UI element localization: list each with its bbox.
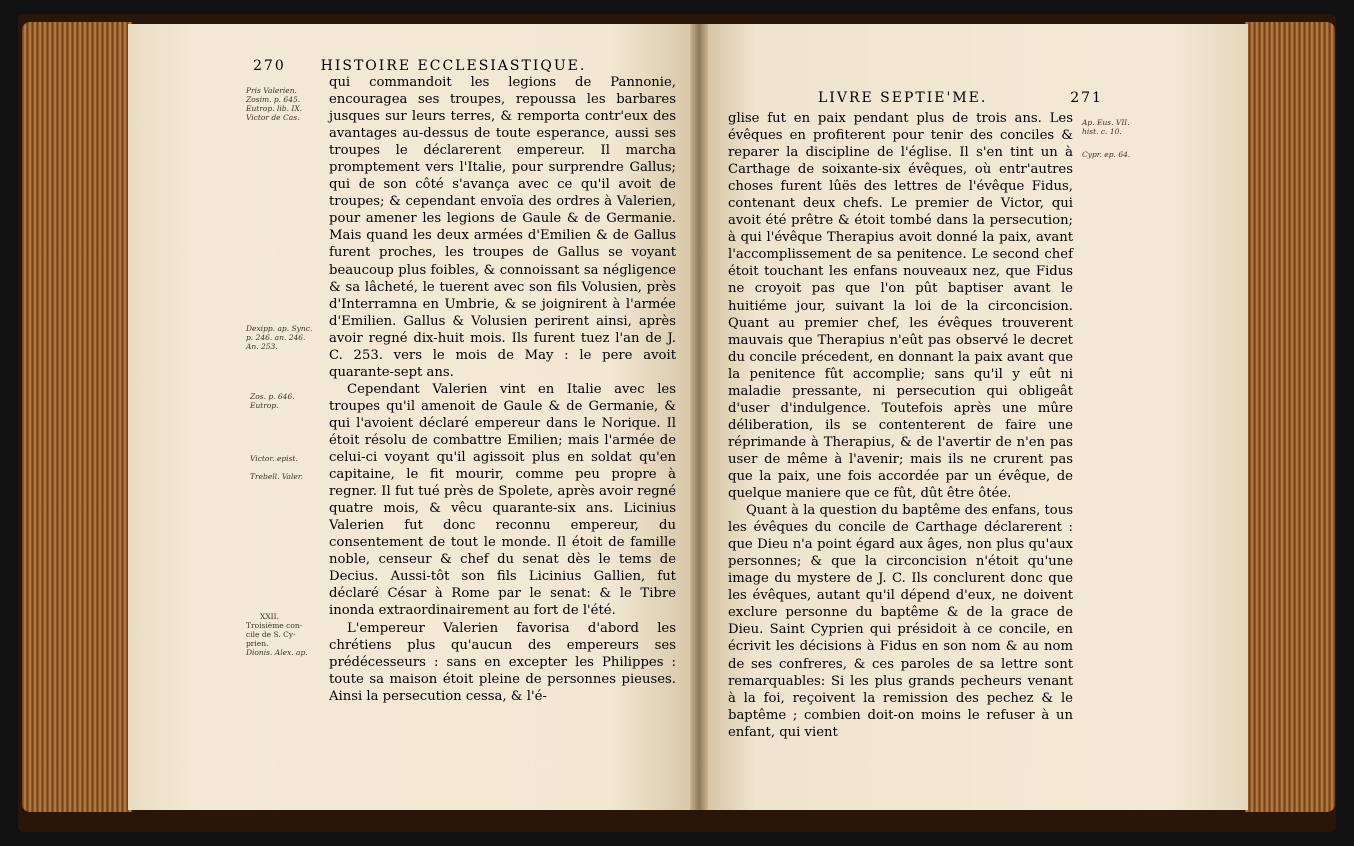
left-margin-note-5 (250, 472, 303, 481)
left-paragraph-2: Cependant Valerien vint en Italie avec les troupes qu'il amenoit de Gaule & de Germanie, & qui l'avoient déclaré empereur dans le Norique. Il étoit résolu de combattre Emilien; mais l'armée de celui-ci voyant qu'il agissoit plus en soldat qu'en capitaine, le fit mourir, comme peu propre à regner. Il fut tué près de Spolete, après avoir regné quatre mois, & vêcu quarante-six ans. Licinius Valerien fut donc reconnu empereur, du consentement de tout le monde. Il étoit de famille noble, censeur & chef du senat dès le tems de Decius. Aussi-tôt son fils Licinius Gallien, fut déclaré César à Rome par le senat: & le Tibre inonda extraordinairement au fort de l'été. (329, 381, 676, 619)
note-line: Victor. epist. (250, 454, 298, 463)
note-line: XXII. (260, 612, 279, 621)
left-margin-note-3 (250, 392, 295, 410)
note-line: Cypr. ep. 64. (1082, 150, 1131, 159)
right-paragraph-1: glise fut en paix pendant plus de trois ans. Les évêques en profiterent pour tenir des conciles & reparer la discipline de l'église. Il s'en tint un à Carthage de soixante-six évêques, où entr'autres choses furent lûës des lettres de l'évêque Fidus, contenant deux chefs. Le premier de Victor, qui avoit été prêtre & étoit tombé dans la persecution; à qui l'évêque Therapius avoit donné la paix, avant l'accomplissement de sa penitence. Le second chef étoit touchant les enfans nouveaux nez, que Fidus ne croyoit pas que l'on pût baptiser avant le huitiéme jour, suivant la loi de la circoncision. Quant au premier chef, les évêques trouverent mauvais que Therapius n'eût pas observé le decret du concile précedent, en donnant la paix avant que la penitence fût accomplie; sans qu'il y eût ni maladie pressante, ni persecution qui obligeât d'user d'indulgence. Toutefois après une mûre déliberation, ils se contenterent de faire une réprimande à Therapius, & de l'avertir de n'en pas user de même à l'avenir; mais ils ne crurent pas que la paix, une fois accordée par un évêque, de quelque maniere que ce fût, dût être ôtée. (728, 111, 1073, 502)
left-margin-note-6 (246, 612, 308, 657)
note-line: p. 246. an. 246. (246, 333, 306, 342)
right-page-edges (1245, 22, 1335, 812)
note-line: Ap. Eus. VII. (1082, 118, 1130, 127)
left-paragraph-3: L'empereur Valerien favorisa d'abord les chrétiens plus qu'aucun des empereurs ses prédécesseurs : sans en excepter les Philippes : toute sa maison étoit pleine de personnes pieuses. Ainsi la persecution cessa, & l'é- (329, 620, 676, 704)
left-margin-note-2 (246, 324, 312, 351)
right-paragraph-2: Quant à la question du baptême des enfans, tous les évêques du concile de Carthage déclarerent : que Dieu n'a point égard aux âges, non plus qu'aux personnes; & que la circoncision n'étoit qu'une image du mystere de J. C. Ils conclurent donc que les évêques, autant qu'il dépend d'eux, ne doivent exclure personne du baptême & de la grace de Dieu. Saint Cyprien qui présidoit à ce concile, en écrivit les décisions à Fidus en son nom & au nom de ses confreres, & ces paroles de sa lettre sont remarquables: Si les plus grands pecheurs venant à la foi, reçoivent la remission des pechez & le baptême ; combien doit-on moins le refuser à un enfant, qui vient (728, 503, 1073, 740)
right-body-text (728, 110, 1073, 741)
book-gutter (690, 24, 708, 810)
right-margin-note-1 (1082, 118, 1130, 136)
left-running-head (253, 58, 586, 74)
note-line: Dexipp. ap. Sync. (246, 324, 313, 333)
left-page-number: 270 (253, 58, 286, 74)
note-line: Eutrop. (250, 401, 279, 410)
note-line: Zos. p. 646. (250, 392, 295, 401)
left-body-text (329, 74, 676, 705)
right-margin-note-2 (1082, 150, 1130, 159)
left-margin-note-1 (246, 86, 302, 122)
note-line: Dionis. Alex. ap. (246, 648, 308, 657)
note-line: cile de S. Cy- (246, 630, 296, 639)
note-line: Zosim. p. 645. (246, 95, 301, 104)
left-paragraph-1: qui commandoit les legions de Pannonie, encouragea ses troupes, repoussa les barbares jusques sur leurs terres, & remporta contr'eux des avantages au-dessus de toute esperance, aussi ses troupes le déclarerent empereur. Il marcha promptement vers l'Italie, pour surprendre Gallus; qui de son côté s'avança avec ce qu'il avoit de troupes; & cependant envoïa des ordres à Valerien, pour amener les legions de Gaule & de Germanie. Mais quand les deux armées d'Emilien & de Gallus furent proches, les troupes de Gallus se voyant beaucoup plus foibles, & connoissant sa négligence & sa lâcheté, le tuerent avec son fils Volusien, près d'Interramna en Umbrie, & se joignirent à l'armée d'Emilien. Gallus & Volusien perirent ainsi, après avoir regné dix-huit mois. Ils furent tuez l'an de J. C. 253. vers le mois de May : le pere avoit quarante-sept ans. (329, 75, 676, 380)
note-line: Trebell. Valer. (250, 472, 304, 481)
note-line: hist. c. 10. (1082, 127, 1122, 136)
note-line: Troisième con- (246, 621, 303, 630)
left-header-title: HISTOIRE ECCLESIASTIQUE. (320, 58, 587, 74)
right-page-number: 271 (1070, 90, 1103, 106)
note-line: Victor de Cas. (246, 113, 300, 122)
note-line: Pris Valerien. (246, 86, 297, 95)
note-line: prien. (246, 639, 269, 648)
left-margin-note-4 (250, 454, 298, 463)
note-line: Eutrop. lib. IX. (246, 104, 303, 113)
left-page-edges (22, 22, 132, 812)
note-line: An. 253. (246, 342, 278, 351)
right-header-title: LIVRE SEPTIE'ME. (818, 90, 988, 106)
right-running-head (818, 90, 1103, 106)
